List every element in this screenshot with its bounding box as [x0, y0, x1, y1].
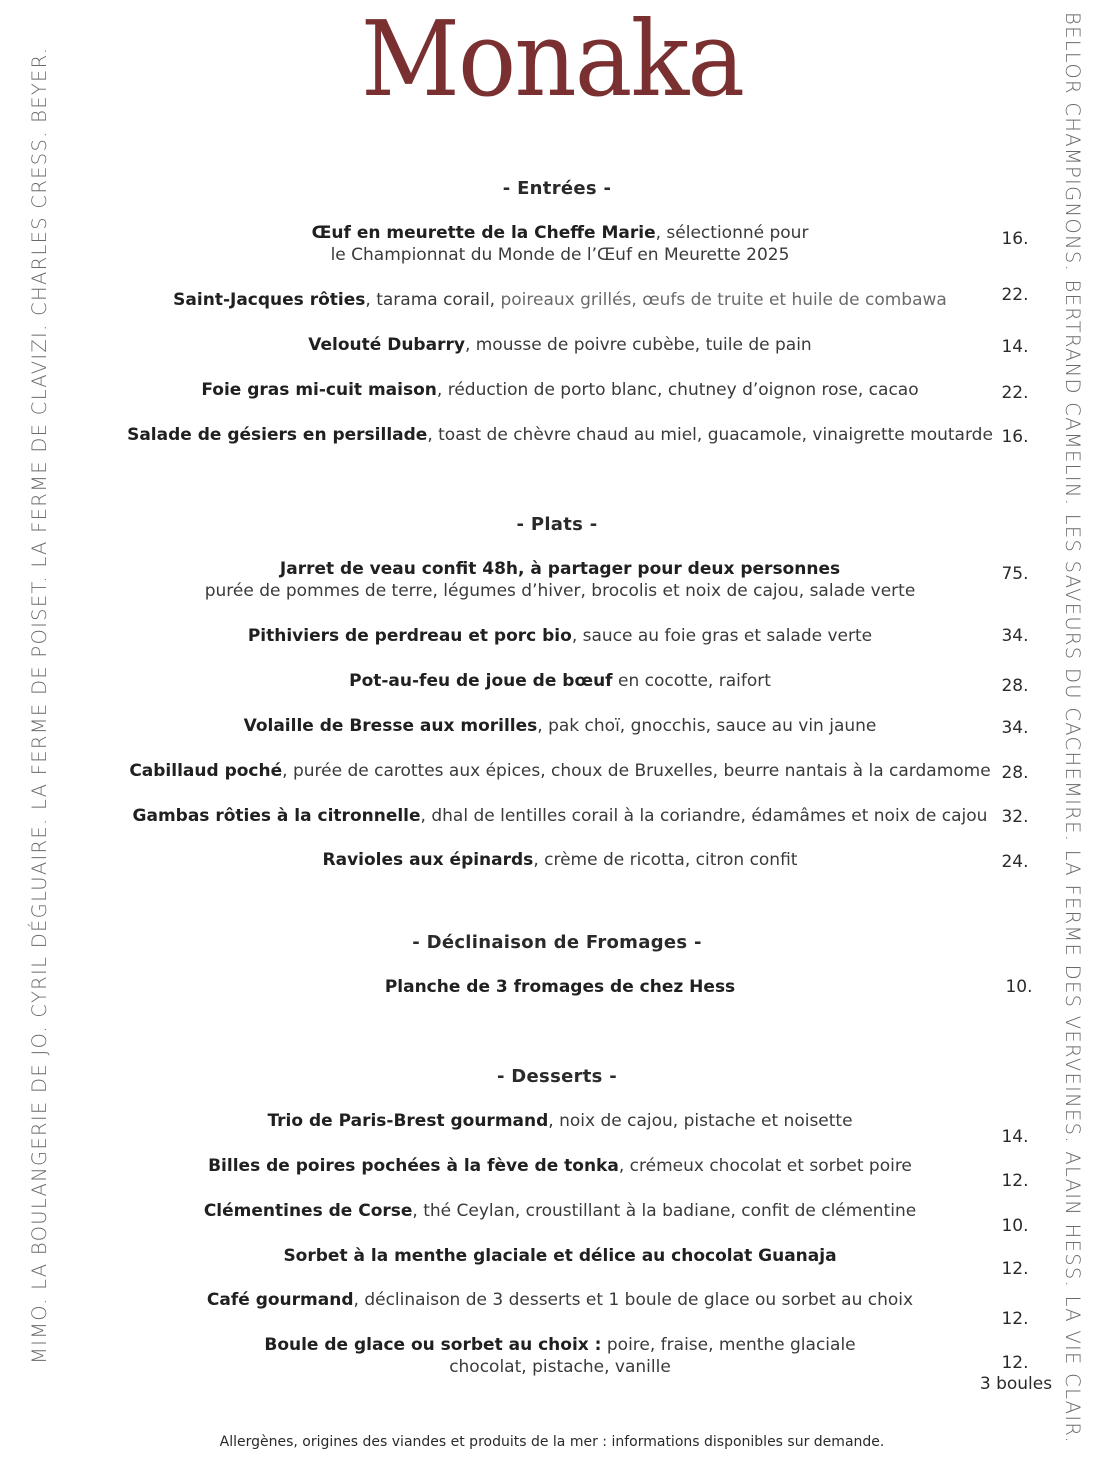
dish-dessert-2: [120, 1155, 1000, 1177]
dish-entree-1: [120, 222, 1000, 266]
dish-name: Gambas rôties à la citronnelle: [132, 806, 421, 826]
dish-entree-2: [120, 289, 1000, 311]
allergen-footer: Allergènes, origines des viandes et produits de la mer : informations disponibles sur demande.: [219, 1434, 885, 1450]
dish-desc: , mousse de poivre cubèbe, tuile de pain: [464, 335, 812, 355]
dish-price: 10.: [1005, 977, 1033, 997]
dish-name: Foie gras mi-cuit maison: [201, 380, 437, 400]
dish-price: 12.: [1001, 1309, 1029, 1329]
section-title-fromages: - Déclinaison de Fromages -: [412, 932, 702, 953]
dish-price: 24.: [1001, 852, 1029, 872]
dish-name: Velouté Dubarry: [308, 335, 465, 355]
suppliers-right: BELLOR CHAMPIGNONS. BERTRAND CAMELIN. LES SAVEURS DU CACHEMIRE. LA FERME DES VERVEINES. ALAIN HESS. LA VIE CLAIR.: [1061, 12, 1084, 1445]
dish-plat-1: [120, 558, 1000, 602]
dish-entree-4: [120, 379, 1000, 401]
dish-desc: , réduction de porto blanc, chutney d’oignon rose, cacao: [436, 380, 919, 400]
dish-plat-2: [120, 625, 1000, 647]
dish-dessert-4: [120, 1245, 1000, 1267]
dish-desc-line2: purée de pommes de terre, légumes d’hiver, brocolis et noix de cajou, salade verte: [204, 581, 916, 601]
dish-price: 14.: [1001, 337, 1029, 357]
dish-price: 22.: [1001, 285, 1029, 305]
dish-desc-grey: poireaux grillés, œufs de truite et huile de combawa: [500, 290, 947, 310]
dish-desc-line2: le Championnat du Monde de l’Œuf en Meurette 2025: [330, 245, 790, 265]
dish-name: Café gourmand: [206, 1290, 354, 1310]
dish-desc: , déclinaison de 3 desserts et 1 boule de glace ou sorbet au choix: [353, 1290, 914, 1310]
dish-dessert-5: [120, 1289, 1000, 1311]
dish-desc: , toast de chèvre chaud au miel, guacamole, vinaigrette moutarde: [427, 425, 993, 445]
dish-name: Volaille de Bresse aux morilles: [243, 716, 538, 736]
dish-desc-line2: chocolat, pistache, vanille: [449, 1357, 671, 1377]
dish-plat-6: [120, 805, 1000, 827]
dish-desc: , sauce au foie gras et salade verte: [571, 626, 873, 646]
section-title-entrees: - Entrées -: [502, 178, 612, 199]
dish-desc: , thé Ceylan, croustillant à la badiane, confit de clémentine: [412, 1201, 917, 1221]
dish-price: 12.: [1001, 1259, 1029, 1279]
dish-name: Cabillaud poché: [129, 761, 283, 781]
dish-desc: , dhal de lentilles corail à la coriandre, édamâmes et noix de cajou: [420, 806, 988, 826]
dish-price: 32.: [1001, 807, 1029, 827]
dish-name: Billes de poires pochées à la fève de tonka: [208, 1156, 619, 1176]
dish-name: Saint-Jacques rôties: [173, 290, 366, 310]
dish-desc: , crémeux chocolat et sorbet poire: [618, 1156, 912, 1176]
dish-price: 16.: [1001, 427, 1029, 447]
dish-price: 10.: [1001, 1216, 1029, 1236]
section-title-desserts: - Desserts -: [496, 1066, 618, 1087]
dish-name: Pithiviers de perdreau et porc bio: [247, 626, 572, 646]
dish-desc: , noix de cajou, pistache et noisette: [548, 1111, 853, 1131]
dish-plat-7: [120, 849, 1000, 871]
dish-name: Pot-au-feu de joue de bœuf: [349, 671, 613, 691]
dish-price: 28.: [1001, 763, 1029, 783]
restaurant-logo: Monaka: [360, 0, 744, 120]
dish-desc: , pak choï, gnocchis, sauce au vin jaune: [537, 716, 877, 736]
dish-desc: en cocotte, raifort: [612, 671, 771, 691]
dish-dessert-1: [120, 1110, 1000, 1132]
dish-price-note: 3 boules: [979, 1374, 1053, 1394]
dish-price: 12.: [1001, 1353, 1029, 1373]
dish-price: 75.: [1001, 564, 1029, 584]
dish-entree-5: [120, 424, 1000, 446]
dish-desc: , tarama corail,: [365, 290, 501, 310]
dish-name: Salade de gésiers en persillade: [127, 425, 428, 445]
dish-price: 12.: [1001, 1171, 1029, 1191]
dish-plat-3: [120, 670, 1000, 692]
dish-desc: , purée de carottes aux épices, choux de Bruxelles, beurre nantais à la cardamome: [282, 761, 991, 781]
suppliers-left: MIMO. LA BOULANGERIE DE JO. CYRIL DÉGLUAIRE. LA FERME DE POISET. LA FERME DE CLAVIZI. CHARLES CRESS. BEYER.: [28, 46, 51, 1364]
dish-price: 34.: [1001, 718, 1029, 738]
dish-name: Sorbet à la menthe glaciale et délice au chocolat Guanaja: [283, 1246, 837, 1266]
dish-price: 22.: [1001, 383, 1029, 403]
dish-name: Œuf en meurette de la Cheffe Marie: [311, 223, 656, 243]
dish-name: Boule de glace ou sorbet au choix :: [264, 1335, 602, 1355]
dish-desc: poire, fraise, menthe glaciale: [601, 1335, 856, 1355]
suppliers-right-wrapper: [1061, 12, 1084, 1445]
dish-plat-5: [120, 760, 1000, 782]
dish-fromage-1: [120, 976, 1000, 998]
dish-price: 34.: [1001, 626, 1029, 646]
dish-dessert-6: [120, 1334, 1000, 1378]
dish-name: Jarret de veau confit 48h, à partager pour deux personnes: [279, 559, 841, 579]
dish-price: 28.: [1001, 676, 1029, 696]
dish-desc: , crème de ricotta, citron confit: [533, 850, 798, 870]
dish-entree-3: [120, 334, 1000, 356]
dish-name: Clémentines de Corse: [203, 1201, 413, 1221]
dish-price: 16.: [1001, 229, 1029, 249]
dish-name: Planche de 3 fromages de chez Hess: [384, 977, 736, 997]
section-title-plats: - Plats -: [516, 514, 598, 535]
dish-name: Ravioles aux épinards: [322, 850, 534, 870]
dish-price: 14.: [1001, 1127, 1029, 1147]
dish-dessert-3: [120, 1200, 1000, 1222]
dish-name: Trio de Paris-Brest gourmand: [267, 1111, 549, 1131]
dish-plat-4: [120, 715, 1000, 737]
dish-desc: , sélectionné pour: [655, 223, 809, 243]
